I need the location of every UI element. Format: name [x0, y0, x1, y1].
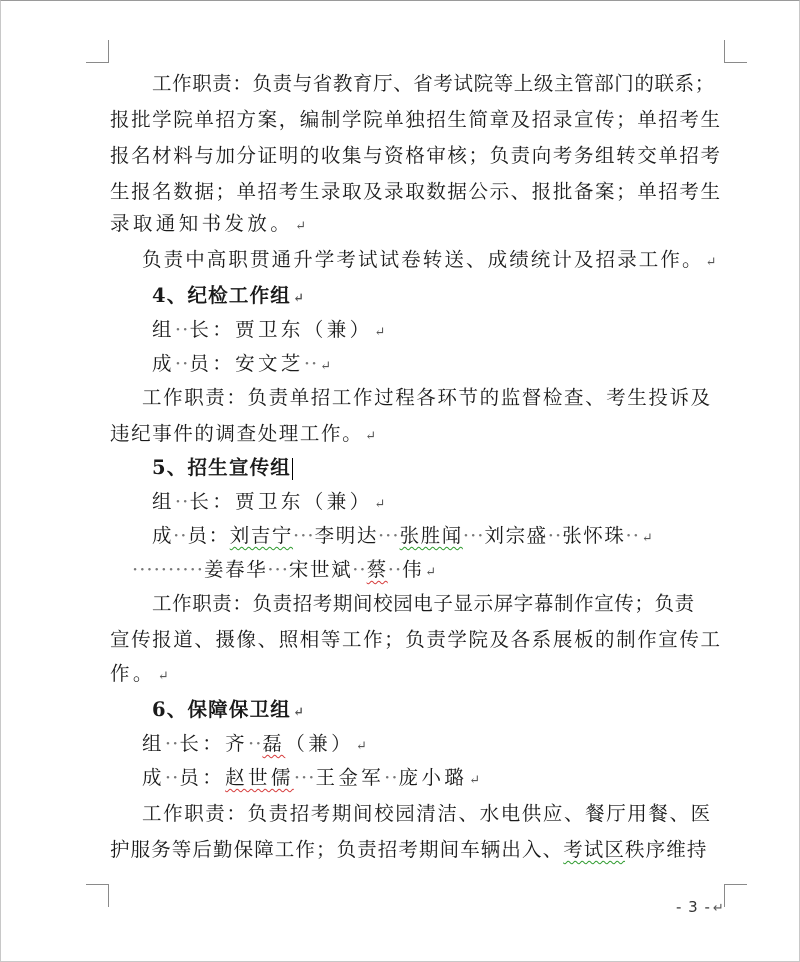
crop-mark-top-right	[724, 40, 747, 63]
para1-line1[interactable]: 工作职责：负责与省教育厅、省考试院等上级主管部门的联系；	[152, 72, 715, 95]
group5-duty-line3[interactable]: 作。 ↵	[110, 662, 169, 685]
group6-heading[interactable]: 6、保障保卫组 ↵	[152, 698, 304, 721]
paragraph-mark: ↵	[295, 219, 307, 234]
paragraph-mark: ↵	[374, 325, 386, 340]
group5-duty-line2[interactable]: 宣传报道、摄像、照相等工作；负责学院及各系展板的制作宣传工	[110, 628, 720, 651]
paragraph-mark: ↵	[641, 531, 653, 546]
group6-duty-line2[interactable]: 护服务等后勤保障工作；负责招考期间车辆出入、考试区秩序维持	[110, 838, 708, 861]
para1-line2[interactable]: 报批学院单招方案，编制学院单独招生简章及招录宣传；单招考生	[110, 108, 720, 131]
group4-heading[interactable]: 4、纪检工作组 ↵	[152, 284, 304, 307]
group5-duty-line1[interactable]: 工作职责：负责招考期间校园电子显示屏字幕制作宣传；负责	[152, 592, 695, 615]
group5-members-line1[interactable]: 成··员：刘吉宁···李明达···张胜闻···刘宗盛··张怀珠·· ↵	[152, 524, 653, 547]
paragraph-mark: ↵	[292, 705, 304, 720]
para1-line3[interactable]: 报名材料与加分证明的收集与资格审核；负责向考务组转交单招考	[110, 144, 720, 167]
para2-line[interactable]: 负责中高职贯通升学考试试卷转送、成绩统计及招录工作。 ↵	[142, 248, 717, 271]
paragraph-mark: ↵	[425, 565, 437, 580]
group4-leader[interactable]: 组··长：贾卫东（兼） ↵	[152, 318, 386, 341]
paragraph-mark: ↵	[320, 359, 332, 374]
paragraph-mark: ↵	[469, 773, 481, 788]
paragraph-mark: ↵	[712, 901, 724, 916]
group6-members[interactable]: 成··员：赵世儒···王金军··庞小璐 ↵	[142, 766, 481, 789]
group6-leader[interactable]: 组··长：齐··磊（兼） ↵	[142, 732, 367, 755]
para1-line4[interactable]: 生报名数据；单招考生录取及录取数据公示、报批备案；单招考生	[110, 180, 720, 203]
crop-mark-top-left	[86, 40, 109, 63]
text-cursor	[292, 458, 293, 480]
paragraph-mark: ↵	[157, 669, 169, 684]
group4-duty-line1[interactable]: 工作职责：负责单招工作过程各环节的监督检查、考生投诉及	[142, 386, 712, 409]
paragraph-mark: ↵	[365, 429, 377, 444]
paragraph-mark: ↵	[292, 291, 304, 306]
group5-heading[interactable]: 5、招生宣传组	[152, 456, 291, 479]
crop-mark-bottom-right	[724, 884, 747, 907]
group5-members-line2[interactable]: ··········姜春华···宋世斌··蔡··伟 ↵	[132, 558, 437, 581]
crop-mark-bottom-left	[86, 884, 109, 907]
page-number: - 3 - ↵	[676, 898, 724, 916]
paragraph-mark: ↵	[374, 497, 386, 512]
group6-duty-line1[interactable]: 工作职责：负责招考期间校园清洁、水电供应、餐厅用餐、医	[142, 802, 712, 825]
group4-members[interactable]: 成··员：安文芝·· ↵	[152, 352, 332, 375]
paragraph-mark: ↵	[356, 739, 367, 754]
group4-duty-line2[interactable]: 违纪事件的调查处理工作。 ↵	[110, 422, 377, 445]
para1-line5[interactable]: 录取通知书发放。 ↵	[110, 212, 307, 235]
group5-leader[interactable]: 组··长：贾卫东（兼） ↵	[152, 490, 386, 513]
paragraph-mark: ↵	[705, 255, 717, 270]
